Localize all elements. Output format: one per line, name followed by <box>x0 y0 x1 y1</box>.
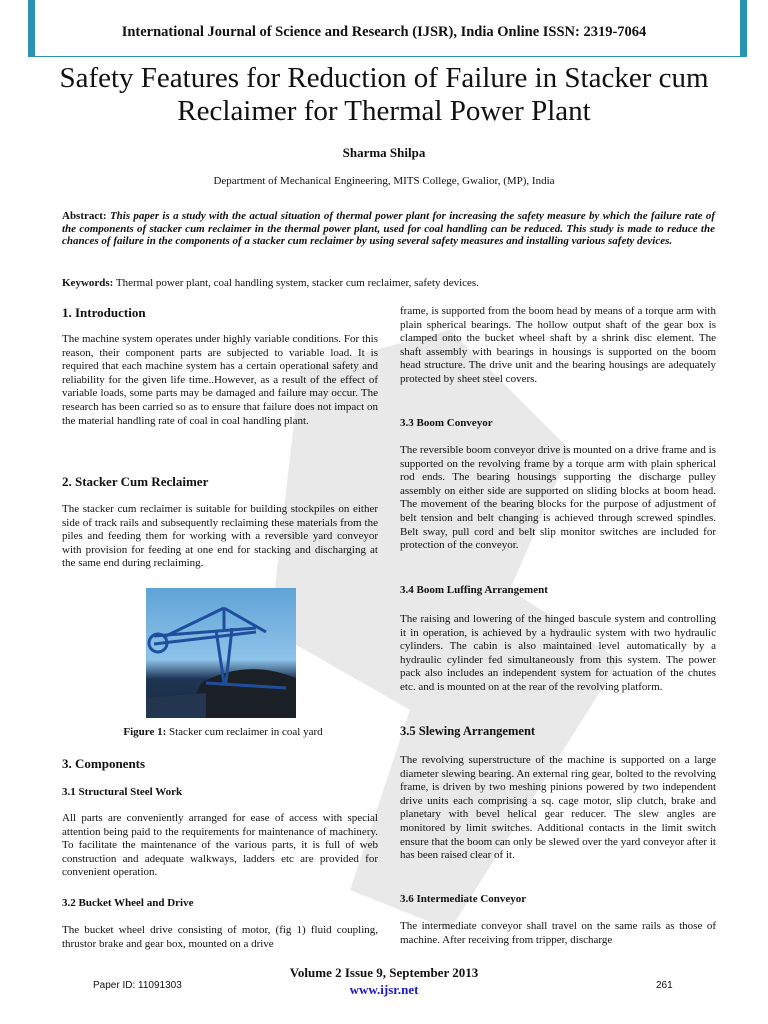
section-3-6-body <box>400 920 716 947</box>
abstract <box>62 210 715 248</box>
journal-header: International Journal of Science and Research (IJSR), India Online ISSN: 2319-7064 <box>121 24 647 40</box>
section-2-text: The stacker cum reclaimer is suitable for building stockpiles on either side of track rails and subsequently reclaiming these materials from the piles and feeding them for working with a reversible yard conveyor with provision for feeding at one end for stacking and discharging at the same end during reclaiming. <box>62 503 378 570</box>
section-2-heading: 2. Stacker Cum Reclaimer <box>62 474 209 489</box>
header-rule <box>28 56 747 57</box>
abstract-label: Abstract: <box>62 210 107 222</box>
section-3-6-text: The intermediate conveyor shall travel on the same rails as those of machine. After receiving from tripper, discharge <box>400 920 716 946</box>
paper-title: Safety Features for Reduction of Failure in Stacker cum Reclaimer for Thermal Power Plant <box>59 62 709 127</box>
section-3-2-text: The bucket wheel drive consisting of motor, (fig 1) fluid coupling, thrustor brake and gear box, mounted on a drive <box>62 924 378 950</box>
section-3-2-heading: 3.2 Bucket Wheel and Drive <box>62 897 194 909</box>
keywords <box>62 277 715 289</box>
section-3-5-text: The revolving superstructure of the machine is supported on a large diameter slewing bearing. An external ring gear, bolted to the revolving frame, is driven by two meshing pinions powered by two independent drive units each comprising a sq. cage motor, slip clutch, brake and planetary with bevel helical gear reducer. The slew angles are monitored by limit switches. Additional contacts in the limit switch ensure that the boom can only be slewed over the yard conveyor after it has been raised clear of it. <box>400 754 716 862</box>
author-name: Sharma Shilpa <box>342 145 426 160</box>
footer-volume: Volume 2 Issue 9, September 2013 <box>289 965 479 980</box>
section-3-3-text: The reversible boom conveyor drive is mounted on a drive frame and is supported on the revolving frame by a torque arm with plain spherical rod ends. The bearing housings supporting the discharge pulley assembly on either side are supported on sliding blocks at boom head. The movement of the bearing blocks for the purpose of adjustment of belt tension and belt changing is achieved through screwed spindles. Belt sway, pull cord and belt slip monitor switches are included for protection of the conveyor. <box>400 444 716 552</box>
figure-1-label: Figure 1: <box>123 726 167 738</box>
figure-1-caption <box>62 726 384 738</box>
footer-paper-id: Paper ID: 11091303 <box>93 980 182 991</box>
section-3-1-body <box>62 812 378 880</box>
figure-1-caption-text: Stacker cum reclaimer in coal yard <box>169 726 323 738</box>
section-3-3-heading: 3.3 Boom Conveyor <box>400 417 493 429</box>
section-1-heading: 1. Introduction <box>62 305 146 320</box>
section-2-body <box>62 503 378 571</box>
figure-1-photo <box>146 588 296 718</box>
section-3-heading: 3. Components <box>62 756 146 771</box>
section-3-4-body <box>400 613 716 695</box>
abstract-text: This paper is a study with the actual situation of thermal power plant for increasing the safety measure by which the failure rate of the components of stacker cum reclaimer in the thermal power plant, used for coal handling can be reduced. This study is made to reduce the chances of failure in the components of a stacker cum reclaimer by using several safety measures and installing various safety devices. <box>62 210 716 248</box>
footer-website-link[interactable]: www.ijsr.net <box>349 982 419 997</box>
section-3-4-heading: 3.4 Boom Luffing Arrangement <box>400 584 548 596</box>
section-1-text: The machine system operates under highly variable conditions. For this reason, their component parts are subjected to variable load. It is required that each machine system has a certain operational safety and reliability for the given life time..However, as a result of the effect of variable loads, some parts may be damaged and failure may occur. The research has been carried so as to ensure that failure does not impact on the material handling rate of coal in coal handling plant. <box>62 333 378 427</box>
section-3-1-text: All parts are conveniently arranged for ease of access with special attention being paid to the requirements for maintenance of machinery. To facilitate the maintenance of the various parts, it is full of web construction and adequate walkways, ladders etc are provided for convenient operation. <box>62 812 378 879</box>
footer-page-number: 261 <box>656 980 673 991</box>
section-1-body <box>62 333 378 428</box>
author-affiliation: Department of Mechanical Engineering, MITS College, Gwalior, (MP), India <box>213 175 555 187</box>
section-3-2-continued-text: frame, is supported from the boom head by means of a torque arm with plain spherical bearings. The hollow output shaft of the gear box is clamped onto the bucket wheel shaft by a shrink disc element. The shaft assembly with bearings in housings is supported on the boom head structure. The drive unit and the bearing housings are adequately protected by sheet steel covers. <box>400 305 716 385</box>
section-3-3-body <box>400 444 716 553</box>
section-3-2-body <box>62 924 378 951</box>
section-3-5-body <box>400 754 716 863</box>
section-3-4-text: The raising and lowering of the hinged bascule system and controlling it in operation, is achieved by a hydraulic system with two hydraulic cylinders. The cabin is also maintained level automatically by a hydraulic cylinder fed simultaneously from this system. The power pack also includes an independent system for actuation of the chutes etc. and is mounted on at the rear of the revolving platform. <box>400 613 716 693</box>
stacker-reclaimer-illustration <box>146 588 296 718</box>
keywords-text: Thermal power plant, coal handling system, stacker cum reclaimer, safety devices. <box>115 277 479 289</box>
section-3-2-continued <box>400 305 716 387</box>
section-3-1-heading: 3.1 Structural Steel Work <box>62 786 183 798</box>
section-3-5-heading: 3.5 Slewing Arrangement <box>400 724 536 738</box>
section-3-6-heading: 3.6 Intermediate Conveyor <box>400 893 527 905</box>
keywords-label: Keywords: <box>62 277 114 289</box>
